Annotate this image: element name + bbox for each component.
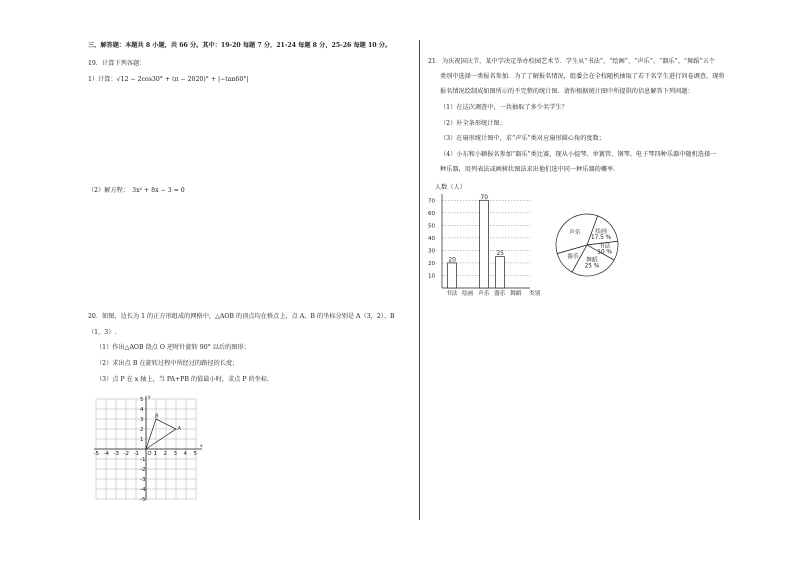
y-tick-label: 4 — [140, 407, 144, 413]
y-tick-label: 1 — [140, 437, 144, 443]
bar — [496, 257, 505, 288]
q21-line2: 类别中选择一类报名参加．为了了解报名情况，组委会在全校随机抽取了若干名学生进行问卷调查，现将 — [440, 73, 725, 80]
y-tick-label: -2 — [140, 467, 146, 473]
y-axis-label: y — [148, 395, 151, 400]
bar-data-label: 70 — [480, 194, 488, 201]
section-header: 三、解答题：本题共 8 小题，共 66 分。其中：19-20 每题 7 分，21-24 每题 8 分，25-26 每题 10 分。 — [88, 42, 392, 49]
bar-category-label: 舞蹈 — [510, 291, 522, 297]
y-tick-label: 5 — [140, 397, 144, 403]
y-tick-label: -5 — [140, 497, 146, 502]
bar — [480, 200, 489, 288]
point-a-label: A — [177, 426, 181, 432]
q21-line3: 报名情况绘制成如图所示的不完整的统计图．请你根据统计图中所提供的信息解答下列问题： — [440, 88, 694, 95]
q20-line2: （1，3）. — [88, 329, 117, 336]
pie-slice-label: 绘画 — [595, 228, 607, 235]
q21-item4a: （4）小东和小颖报名参加“器乐”类比赛，现从小提琴、单簧管、钢琴、电子琴四种乐器中随机选择一 — [440, 151, 717, 158]
q19-part2: （2）解方程： 3x² + 8x − 3 = 0 — [88, 187, 185, 194]
bar-category-label: 书法 — [446, 291, 458, 297]
x-tick-label: -5 — [93, 451, 99, 457]
x-axis-label: x — [200, 444, 203, 449]
y-tick-label: -1 — [140, 457, 146, 463]
q20-item1: （1）作出△AOB 绕点 O 逆时针旋转 90° 以后的图形； — [96, 344, 250, 351]
column-divider — [419, 40, 420, 520]
x-tick-label: 3 — [173, 451, 177, 457]
bar-category-label: 器乐 — [494, 291, 506, 297]
x-tick-label: -4 — [103, 451, 109, 457]
y-tick-label: -3 — [140, 477, 146, 483]
pie-slice-label: 10 % — [597, 249, 613, 256]
y-tick-label: 3 — [140, 417, 144, 423]
origin-label: O — [147, 451, 152, 457]
bar-category-label: 绘画 — [462, 291, 474, 297]
bar-y-tick: 40 — [428, 235, 435, 242]
y-tick-label: 2 — [140, 427, 144, 433]
pie-slice-label: 声乐 — [568, 229, 581, 236]
pie-slice-label: 17.5 % — [590, 234, 612, 241]
q20-item2: （2）求出点 B 在旋转过程中所经过的路径的长度； — [96, 360, 239, 367]
bar-category-label: 声乐 — [478, 291, 490, 297]
q21-item2: （2）补全条形统计图； — [440, 120, 506, 127]
x-tick-label: -1 — [133, 451, 139, 457]
triangle-aob — [146, 419, 176, 449]
q21-line1: 21．为庆祝国庆节，某中学决定举办校园艺术节．学生从“书法”、“绘画”、“声乐”、“器乐”、“舞蹈”五个 — [428, 58, 716, 65]
bar — [448, 263, 457, 288]
x-tick-label: 5 — [193, 451, 197, 457]
bar-data-label: 25 — [496, 251, 504, 258]
pie-slice-label: 舞蹈 — [586, 257, 598, 264]
q21-item1: （1）在这次调查中，一共抽取了多少名学生？ — [440, 104, 568, 111]
x-tick-label: -3 — [113, 451, 119, 457]
bar-chart — [425, 182, 545, 300]
pie-slice-label: 25 % — [584, 263, 600, 270]
bar-chart-xlabel: 类别 — [529, 291, 541, 297]
bar-y-tick: 30 — [428, 248, 435, 255]
pie-chart — [552, 210, 622, 280]
q19-part1: 1）计算：√12 − 2cos30° + (π − 2020)° + |−tan60°| — [88, 76, 249, 83]
pie-slice-label: 书法 — [598, 243, 611, 250]
x-tick-label: -2 — [123, 451, 129, 457]
bar-y-tick: 50 — [428, 223, 435, 230]
y-tick-label: -4 — [140, 487, 146, 493]
bar-y-tick: 20 — [428, 260, 435, 267]
q19-title: 19．计算下列各题： — [88, 60, 146, 67]
x-tick-label: 1 — [153, 451, 157, 457]
q20-line1: 20．如图，边长为 1 的正方形组成的网格中，△AOB 的顶点均在格点上，点 A、B 的坐标分别是 A（3，2）、B — [88, 313, 395, 320]
q21-item3: （3）在扇形统计图中，求“声乐”类对应扇形圆心角的度数； — [440, 135, 605, 142]
bar-data-label: 20 — [448, 257, 456, 264]
bar-chart-ylabel: 人数（人） — [435, 184, 466, 191]
pie-slice-label: 器乐 — [567, 254, 579, 261]
q20-item3: （3）点 P 在 x 轴上，当 PA+PB 的值最小时，求点 P 的坐标. — [96, 376, 269, 383]
bar-y-tick: 10 — [428, 273, 435, 280]
x-tick-label: 2 — [163, 451, 167, 457]
x-tick-label: 4 — [183, 451, 187, 457]
bar-y-tick: 70 — [428, 198, 435, 205]
coordinate-grid — [86, 390, 208, 502]
point-b-label: B — [155, 413, 159, 420]
q21-item4b: 种乐器，用列表法或画树状图法求出他们选中同一种乐器的概率． — [440, 166, 620, 173]
bar-y-tick: 60 — [428, 210, 435, 217]
